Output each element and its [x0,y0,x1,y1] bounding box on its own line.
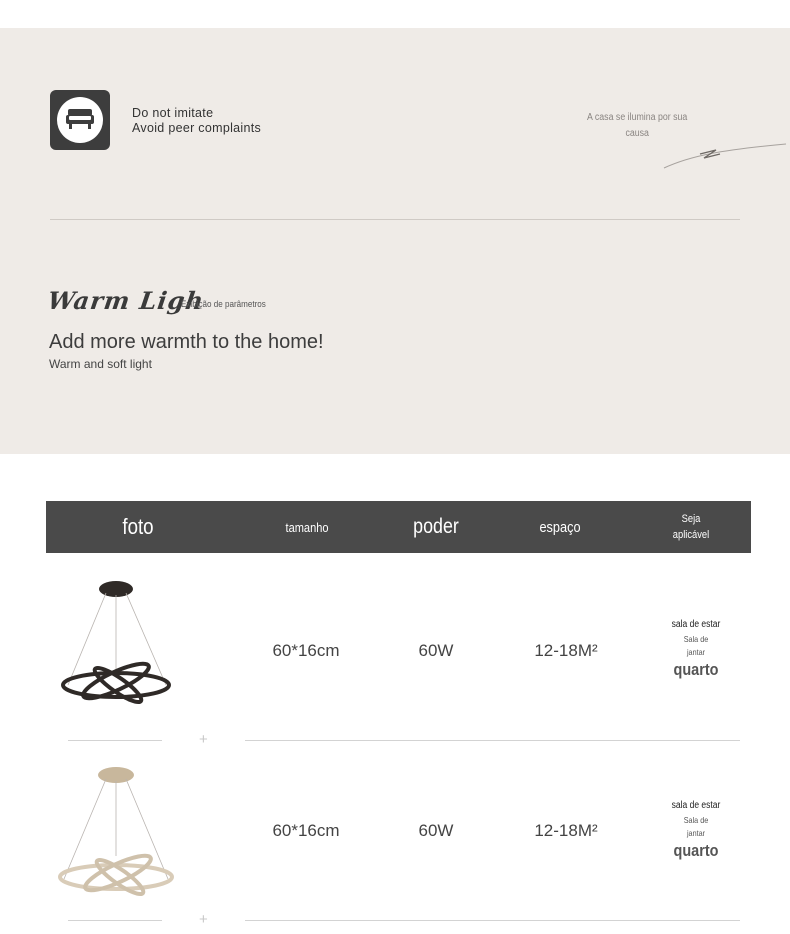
header-tamanho: tamanho [285,519,329,535]
banner-divider [50,219,740,220]
banner [0,28,790,454]
row-divider-short [68,920,162,921]
pendant-lamp-gold-image [56,761,186,911]
plus-icon: + [199,731,208,748]
row-divider-short [68,740,162,741]
space-value: 12-18M² [534,641,598,660]
row-divider [245,920,740,921]
header-espaco: espaço [539,518,581,536]
tagline: A casa se ilumina por sua causa [587,112,688,139]
table-header [46,501,751,553]
header-foto: foto [122,514,154,539]
row-divider [245,740,740,741]
table-row [46,753,751,928]
size-value: 60*16cm [272,821,340,840]
pendant-lamp-black-image [56,577,186,717]
table-row [46,573,751,748]
headline: Add more warmth to the home! [49,331,324,353]
plus-icon: + [199,911,208,928]
power-value: 60W [418,821,454,840]
subline: Warm and soft light [49,357,152,371]
swoosh-decoration [660,140,788,170]
application-cell: sala de estar Sala de jantar quarto [671,619,721,679]
warm-light-script-title: Warm Ligh [45,286,207,315]
power-value: 60W [418,641,454,660]
space-value: 12-18M² [534,821,598,840]
notice-text: Do not imitate Avoid peer complaints [132,106,262,135]
params-label: Exibição de parâmetros [181,299,266,310]
header-poder: poder [413,515,459,538]
application-cell: sala de estar Sala de jantar quarto [671,800,721,860]
sofa-logo-icon [50,90,110,150]
size-value: 60*16cm [272,641,340,660]
header-seja-aplicavel: Seja aplicável [672,513,710,541]
